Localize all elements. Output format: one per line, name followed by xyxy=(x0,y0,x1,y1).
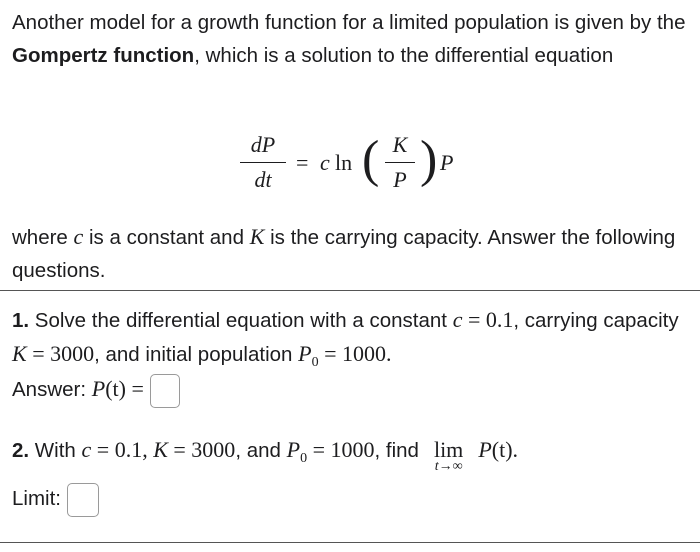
q2-K: K xyxy=(153,437,168,462)
gompertz-equation xyxy=(240,128,500,200)
answer-input-box[interactable] xyxy=(150,374,180,408)
def-text-3: is the carrying capacity. Answer the following questions. xyxy=(12,226,676,282)
lim-subscript: t→∞ xyxy=(434,459,463,474)
q2-expr-rest: (t). xyxy=(491,437,519,462)
q2-text-3: , find xyxy=(374,439,425,462)
q2-P0-subscript: 0 xyxy=(300,451,308,467)
lhs-denominator: dt xyxy=(254,167,272,192)
q1-text-3: , and initial population xyxy=(94,343,299,366)
ln-operator: ln xyxy=(335,150,353,175)
q1-text-2: , carrying capacity xyxy=(513,309,679,332)
intro-text-2: , which is a solution to the differential equation xyxy=(194,44,614,67)
def-K: K xyxy=(249,224,265,249)
answer-row xyxy=(12,372,180,408)
q2-K-value: = 3000 xyxy=(167,437,236,462)
limit-operator xyxy=(425,433,473,474)
inner-denominator: P xyxy=(393,167,407,192)
q2-P0-value: = 1000 xyxy=(307,437,375,462)
q1-c-value: = 0.1 xyxy=(462,307,514,332)
intro-text-1: Another model for a growth function for a limited population is given by the xyxy=(12,11,686,34)
q2-text-2: , and xyxy=(235,439,287,462)
limit-label: Limit: xyxy=(12,487,61,510)
answer-P: P xyxy=(91,376,106,401)
lhs-numerator: dP xyxy=(250,132,276,157)
answer-label: Answer: xyxy=(12,378,92,401)
q1-c: c xyxy=(452,307,463,332)
def-c: c xyxy=(73,224,84,249)
question-1-number: 1. xyxy=(12,309,30,332)
right-paren: ) xyxy=(420,131,438,188)
question-1 xyxy=(12,303,692,379)
question-2-number: 2. xyxy=(12,439,30,462)
lhs-fraction-bar xyxy=(240,162,286,163)
lim-text: lim xyxy=(433,437,464,462)
limit-row xyxy=(12,482,99,517)
q2-c: c xyxy=(81,437,92,462)
limit-input-box[interactable] xyxy=(67,483,99,517)
definitions-paragraph xyxy=(12,220,682,287)
q2-P0: P xyxy=(286,437,301,462)
q1-P0: P xyxy=(298,341,312,366)
constant-c: c xyxy=(320,150,330,175)
inner-numerator: K xyxy=(392,132,408,157)
trailing-P: P xyxy=(440,150,454,175)
inner-fraction xyxy=(385,130,415,195)
q1-P0-value: = 1000. xyxy=(318,341,392,366)
q1-P0-subscript: 0 xyxy=(311,355,319,371)
q1-text-1: Solve the differential equation with a constant xyxy=(29,309,453,332)
left-paren: ( xyxy=(362,131,380,188)
q1-K: K xyxy=(12,341,27,366)
def-text-2: is a constant and xyxy=(83,226,250,249)
q2-c-value: = 0.1, xyxy=(91,437,154,462)
gompertz-term: Gompertz function xyxy=(12,44,195,67)
section-divider-top xyxy=(0,290,700,291)
lhs-fraction xyxy=(240,130,286,195)
intro-paragraph xyxy=(12,6,692,72)
inner-fraction-bar xyxy=(385,162,415,163)
def-text-1: where xyxy=(12,226,74,249)
q2-expr-P: P xyxy=(478,437,492,462)
answer-expr: (t) = xyxy=(105,376,144,401)
q2-text-1: With xyxy=(29,439,82,462)
q1-K-value: = 3000 xyxy=(26,341,95,366)
section-divider-bottom xyxy=(0,542,700,543)
question-2 xyxy=(12,433,518,475)
equals-sign: = xyxy=(296,150,309,175)
